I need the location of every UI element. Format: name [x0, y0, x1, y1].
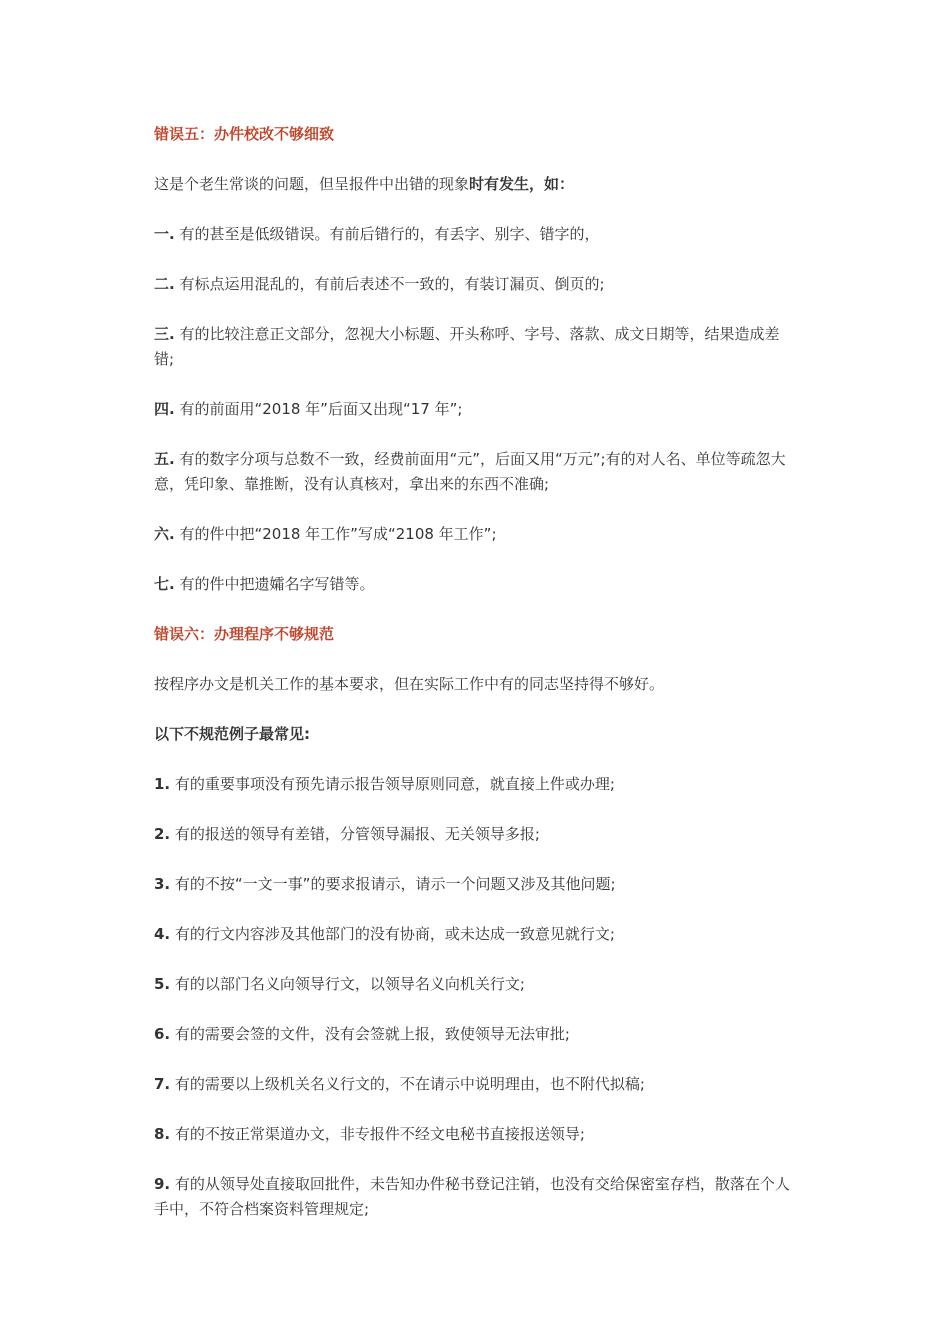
- section6-item-5: [154, 972, 794, 997]
- item-text: 有的报送的领导有差错，分管领导漏报、无关领导多报;: [170, 825, 540, 843]
- item-number: 四.: [154, 400, 175, 418]
- item-text: 有的不按正常渠道办文，非专报件不经文电秘书直接报送领导;: [170, 1125, 585, 1143]
- section6-heading: 错误六：办理程序不够规范: [154, 625, 335, 643]
- item-number: 9.: [154, 1175, 171, 1193]
- item-text: 有的前面用“2018 年”后面又出现“17 年”;: [174, 400, 463, 418]
- item-number: 7.: [154, 1075, 171, 1093]
- section6-item-3: [154, 872, 794, 897]
- item-text: 有的件中把“2018 年工作”写成“2108 年工作”;: [174, 525, 497, 543]
- item-text: 有的甚至是低级错误。有前后错行的，有丢字、别字、错字的，: [174, 225, 600, 243]
- item-number: 6.: [154, 1025, 171, 1043]
- item-number: 二.: [154, 275, 175, 293]
- section5-item-5: [154, 447, 794, 497]
- item-number: 三.: [154, 325, 175, 343]
- section6-intro: 按程序办文是机关工作的基本要求，但在实际工作中有的同志坚持得不够好。: [154, 675, 665, 693]
- item-text: 有的不按“一文一事”的要求报请示，请示一个问题又涉及其他问题;: [170, 875, 616, 893]
- item-text: 有的行文内容涉及其他部门的没有协商，或未达成一致意见就行文;: [170, 925, 615, 943]
- item-number: 一.: [154, 225, 175, 243]
- section5-item-3: [154, 322, 794, 372]
- section6-item-6: [154, 1022, 794, 1047]
- item-number: 5.: [154, 975, 171, 993]
- document-body: [154, 122, 794, 1222]
- item-text: 有的从领导处直接取回批件，未告知办件秘书登记注销，也没有交给保密室存档，散落在个人手中，不符合档案资料管理规定;: [154, 1175, 790, 1218]
- item-text: 有的需要会签的文件，没有会签就上报，致使领导无法审批;: [170, 1025, 570, 1043]
- item-text: 有的比较注意正文部分，忽视大小标题、开头称呼、字号、落款、成文日期等，结果造成差错;: [154, 325, 780, 368]
- section5-intro: [154, 172, 794, 197]
- item-text: 有的需要以上级机关名义行文的，不在请示中说明理由，也不附代拟稿;: [170, 1075, 645, 1093]
- section6-item-2: [154, 822, 794, 847]
- section6-item-7: [154, 1072, 794, 1097]
- item-number: 2.: [154, 825, 171, 843]
- section5-item-7: [154, 572, 794, 597]
- section5-heading: 错误五：办件校改不够细致: [154, 125, 335, 143]
- item-number: 1.: [154, 775, 171, 793]
- item-text: 有的数字分项与总数不一致，经费前面用“元”，后面又用“万元”;有的对人名、单位等疏忽大意，凭印象、靠推断，没有认真核对，拿出来的东西不准确;: [154, 450, 786, 493]
- section6-subheading: 以下不规范例子最常见:: [154, 725, 310, 743]
- item-text: 有的以部门名义向领导行文，以领导名义向机关行文;: [170, 975, 525, 993]
- section5-intro-bold: 时有发生，如：: [469, 175, 575, 193]
- item-number: 五.: [154, 450, 175, 468]
- section6-item-8: [154, 1122, 794, 1147]
- item-number: 六.: [154, 525, 175, 543]
- item-number: 8.: [154, 1125, 171, 1143]
- item-text: 有标点运用混乱的，有前后表述不一致的，有装订漏页、倒页的;: [174, 275, 605, 293]
- section5-item-1: [154, 222, 794, 247]
- section5-item-2: [154, 272, 794, 297]
- item-text: 有的件中把遗孀名字写错等。: [174, 575, 375, 593]
- section5-intro-text: 这是个老生常谈的问题，但呈报件中出错的现象: [154, 175, 470, 193]
- section6-item-4: [154, 922, 794, 947]
- item-text: 有的重要事项没有预先请示报告领导原则同意，就直接上件或办理;: [170, 775, 615, 793]
- item-number: 七.: [154, 575, 175, 593]
- section5-item-6: [154, 522, 794, 547]
- item-number: 3.: [154, 875, 171, 893]
- section6-item-1: [154, 772, 794, 797]
- item-number: 4.: [154, 925, 171, 943]
- section5-item-4: [154, 397, 794, 422]
- section6-item-9: [154, 1172, 794, 1222]
